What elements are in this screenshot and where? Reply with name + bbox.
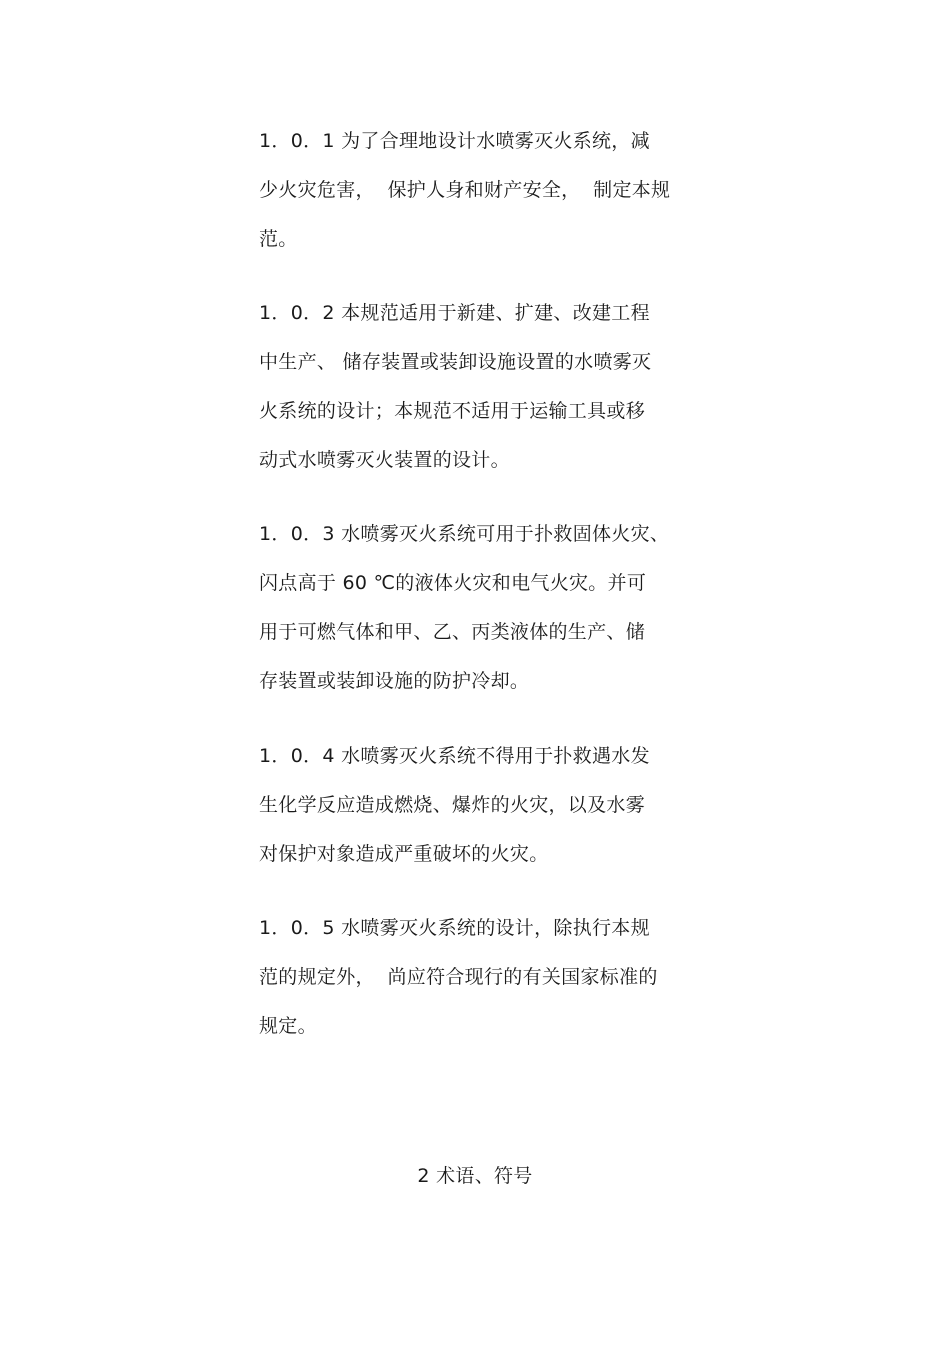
- clause-line: 范。: [259, 228, 298, 250]
- clause-line: 少火灾危害， 保护人身和财产安全， 制定本规: [259, 179, 671, 201]
- section-heading: 2 术语、符号: [417, 1165, 533, 1187]
- clause-line: 范的规定外， 尚应符合现行的有关国家标准的: [259, 966, 658, 988]
- clause-line: 火系统的设计；本规范不适用于运输工具或移: [259, 400, 646, 422]
- clause-line: 1．0．4 水喷雾灭火系统不得用于扑救遇水发: [259, 745, 650, 767]
- clause-1-0-5: [259, 904, 699, 1051]
- clause-line: 1．0．3 水喷雾灭火系统可用于扑救固体火灾、: [259, 523, 670, 545]
- clause-line: 规定。: [259, 1015, 317, 1037]
- clause-line: 1．0．2 本规范适用于新建、扩建、改建工程: [259, 302, 650, 324]
- clause-1-0-1: [259, 117, 699, 264]
- clause-1-0-4: [259, 732, 699, 879]
- clause-1-0-2: [259, 289, 699, 485]
- clause-line: 动式水喷雾灭火装置的设计。: [259, 449, 510, 471]
- clause-line: 对保护对象造成严重破坏的火灾。: [259, 843, 549, 865]
- clause-line: 闪点高于 60 ℃的液体火灾和电气火灾。并可: [259, 572, 647, 594]
- clause-line: 1．0．5 水喷雾灭火系统的设计，除执行本规: [259, 917, 650, 939]
- clause-line: 生化学反应造成燃烧、爆炸的火灾，以及水雾: [259, 794, 646, 816]
- clause-line: 1．0．1 为了合理地设计水喷雾灭火系统，减: [259, 130, 650, 152]
- clause-line: 中生产、 储存装置或装卸设施设置的水喷雾灭: [259, 351, 652, 373]
- clause-line: 用于可燃气体和甲、乙、丙类液体的生产、储: [259, 621, 646, 643]
- clause-line: 存装置或装卸设施的防护冷却。: [259, 670, 530, 692]
- clause-1-0-3: [259, 510, 699, 706]
